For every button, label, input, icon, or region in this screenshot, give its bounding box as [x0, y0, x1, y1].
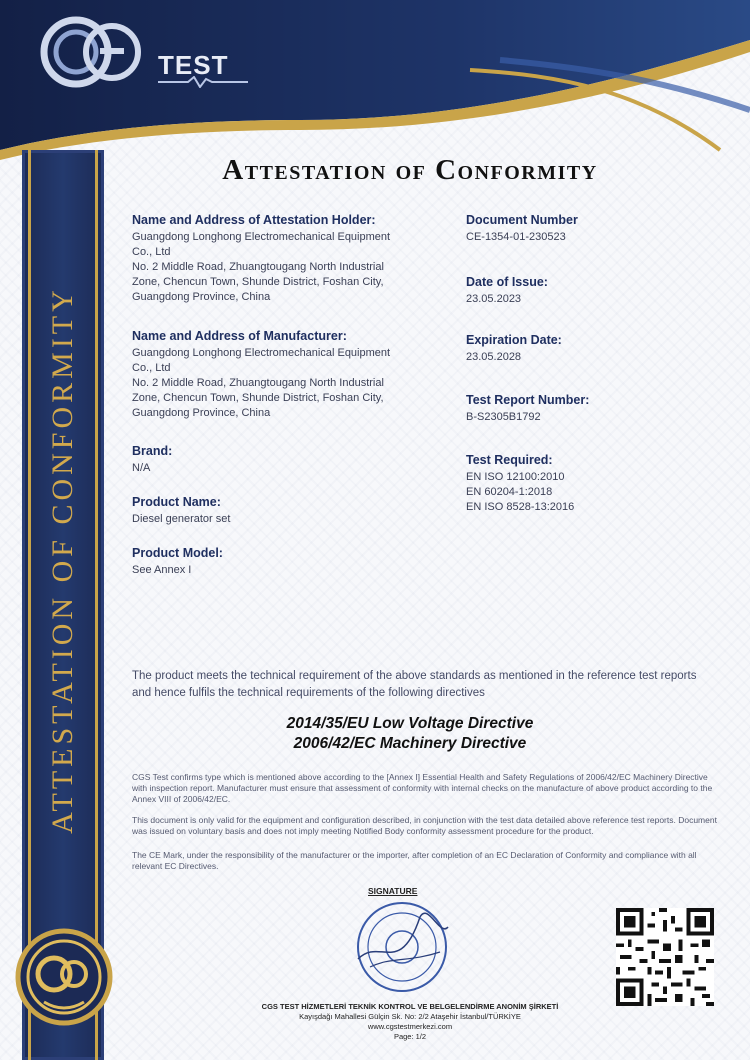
date-of-issue-block [466, 275, 716, 307]
document-number-value: CE-1354-01-230523 [466, 231, 566, 243]
document-number-block [466, 213, 716, 245]
test-required-value: EN 60204-1:2018 [466, 486, 553, 498]
brand-value: N/A [132, 462, 151, 474]
pulse-line-icon [158, 76, 248, 88]
manufacturer-label: Name and Address of Manufacturer: [132, 329, 347, 343]
fine-print-2: This document is only valid for the equipment and configuration described, in conjunction with the test data detailed above reference test reports. Document was issued on voluntary basis and does not imply meeting Notified Body conformity assessment procedure for the product. [132, 815, 717, 836]
test-report-value: B-S2305B1792 [466, 411, 541, 423]
test-required-block [466, 453, 716, 515]
fine-print-3: The CE Mark, under the responsibility of the manufacturer or the importer, after completion of an EC Declaration of Conformity and compliance with all relevant EC Directives. [132, 850, 697, 871]
manufacturer-block [132, 329, 432, 421]
directive-item: 2006/42/EC Machinery Directive [293, 735, 527, 752]
cgs-badge-icon [14, 922, 114, 1032]
product-model-value: See Annex I [132, 564, 192, 576]
footer-page: Page: 1/2 [393, 1032, 427, 1041]
cgs-mark-icon [40, 14, 160, 94]
directive-item: 2014/35/EU Low Voltage Directive [286, 715, 534, 732]
footer-company: CGS TEST HİZMETLERİ TEKNİK KONTROL VE BELGELENDİRME ANONİM ŞİRKETİ [261, 1002, 559, 1011]
fine-print-1: CGS Test confirms type which is mentioned above according to the [Annex I] Essential Health and Safety Regulations of 2006/42/EC Machinery Directive with inspection report. Manufacturer must ensure that assessment of conformity with internal checks on the manufacture of above product according to the Annex VIII of 2006/42/EC. [132, 772, 713, 804]
manufacturer-line: Zone, Chencun Town, Shunde District, Foshan City, [132, 392, 384, 404]
conformity-statement: The product meets the technical requirement of the above standards as mentioned in the reference test reports and hence fulfils the technical requirements of the following directives [132, 670, 697, 699]
signature-label: SIGNATURE [368, 886, 418, 896]
test-required-label: Test Required: [466, 453, 553, 467]
cgs-logo [40, 14, 230, 94]
product-model-label: Product Model: [132, 546, 223, 560]
official-seal-icon [350, 897, 455, 997]
product-name-value: Diesel generator set [132, 513, 231, 525]
expiration-date-label: Expiration Date: [466, 333, 562, 347]
holder-label: Name and Address of Attestation Holder: [132, 213, 376, 227]
product-name-block [132, 495, 432, 527]
manufacturer-line: No. 2 Middle Road, Zhuangtougang North Industrial [132, 377, 384, 389]
manufacturer-line: Guangdong Longhong Electromechanical Equipment [132, 347, 391, 359]
test-required-value: EN ISO 12100:2010 [466, 471, 565, 483]
page-title: Attestation of Conformity [222, 154, 598, 186]
date-of-issue-value: 23.05.2023 [466, 293, 522, 305]
footer-address: Kayışdağı Mahallesi Gülçin Sk. No: 2/2 Ataşehir İstanbul/TÜRKİYE [299, 1012, 521, 1021]
directives [130, 714, 690, 754]
holder-line: Co., Ltd [132, 246, 171, 258]
brand-block [132, 444, 432, 476]
footer [130, 1002, 690, 1042]
holder-line: Guangdong Longhong Electromechanical Equipment [132, 231, 391, 243]
manufacturer-line: Co., Ltd [132, 362, 171, 374]
product-name-label: Product Name: [132, 495, 221, 509]
logo-word: TEST [158, 50, 229, 80]
holder-line: No. 2 Middle Road, Zhuangtougang North Industrial [132, 261, 384, 273]
test-report-label: Test Report Number: [466, 393, 590, 407]
document-number-label: Document Number [466, 213, 578, 227]
side-vertical-title: ATTESTATION OF CONFORMITY [46, 286, 79, 834]
footer-website[interactable]: www.cgstestmerkezi.com [367, 1022, 453, 1031]
brand-label: Brand: [132, 444, 173, 458]
holder-block [132, 213, 432, 305]
expiration-date-block [466, 333, 716, 365]
test-report-block [466, 393, 716, 425]
qr-code-icon [616, 908, 714, 1006]
holder-line: Zone, Chencun Town, Shunde District, Foshan City, [132, 276, 384, 288]
expiration-date-value: 23.05.2028 [466, 351, 522, 363]
holder-line: Guangdong Province, China [132, 291, 271, 303]
date-of-issue-label: Date of Issue: [466, 275, 548, 289]
manufacturer-line: Guangdong Province, China [132, 407, 271, 419]
test-required-value: EN ISO 8528-13:2016 [466, 501, 575, 513]
product-model-block [132, 546, 432, 578]
